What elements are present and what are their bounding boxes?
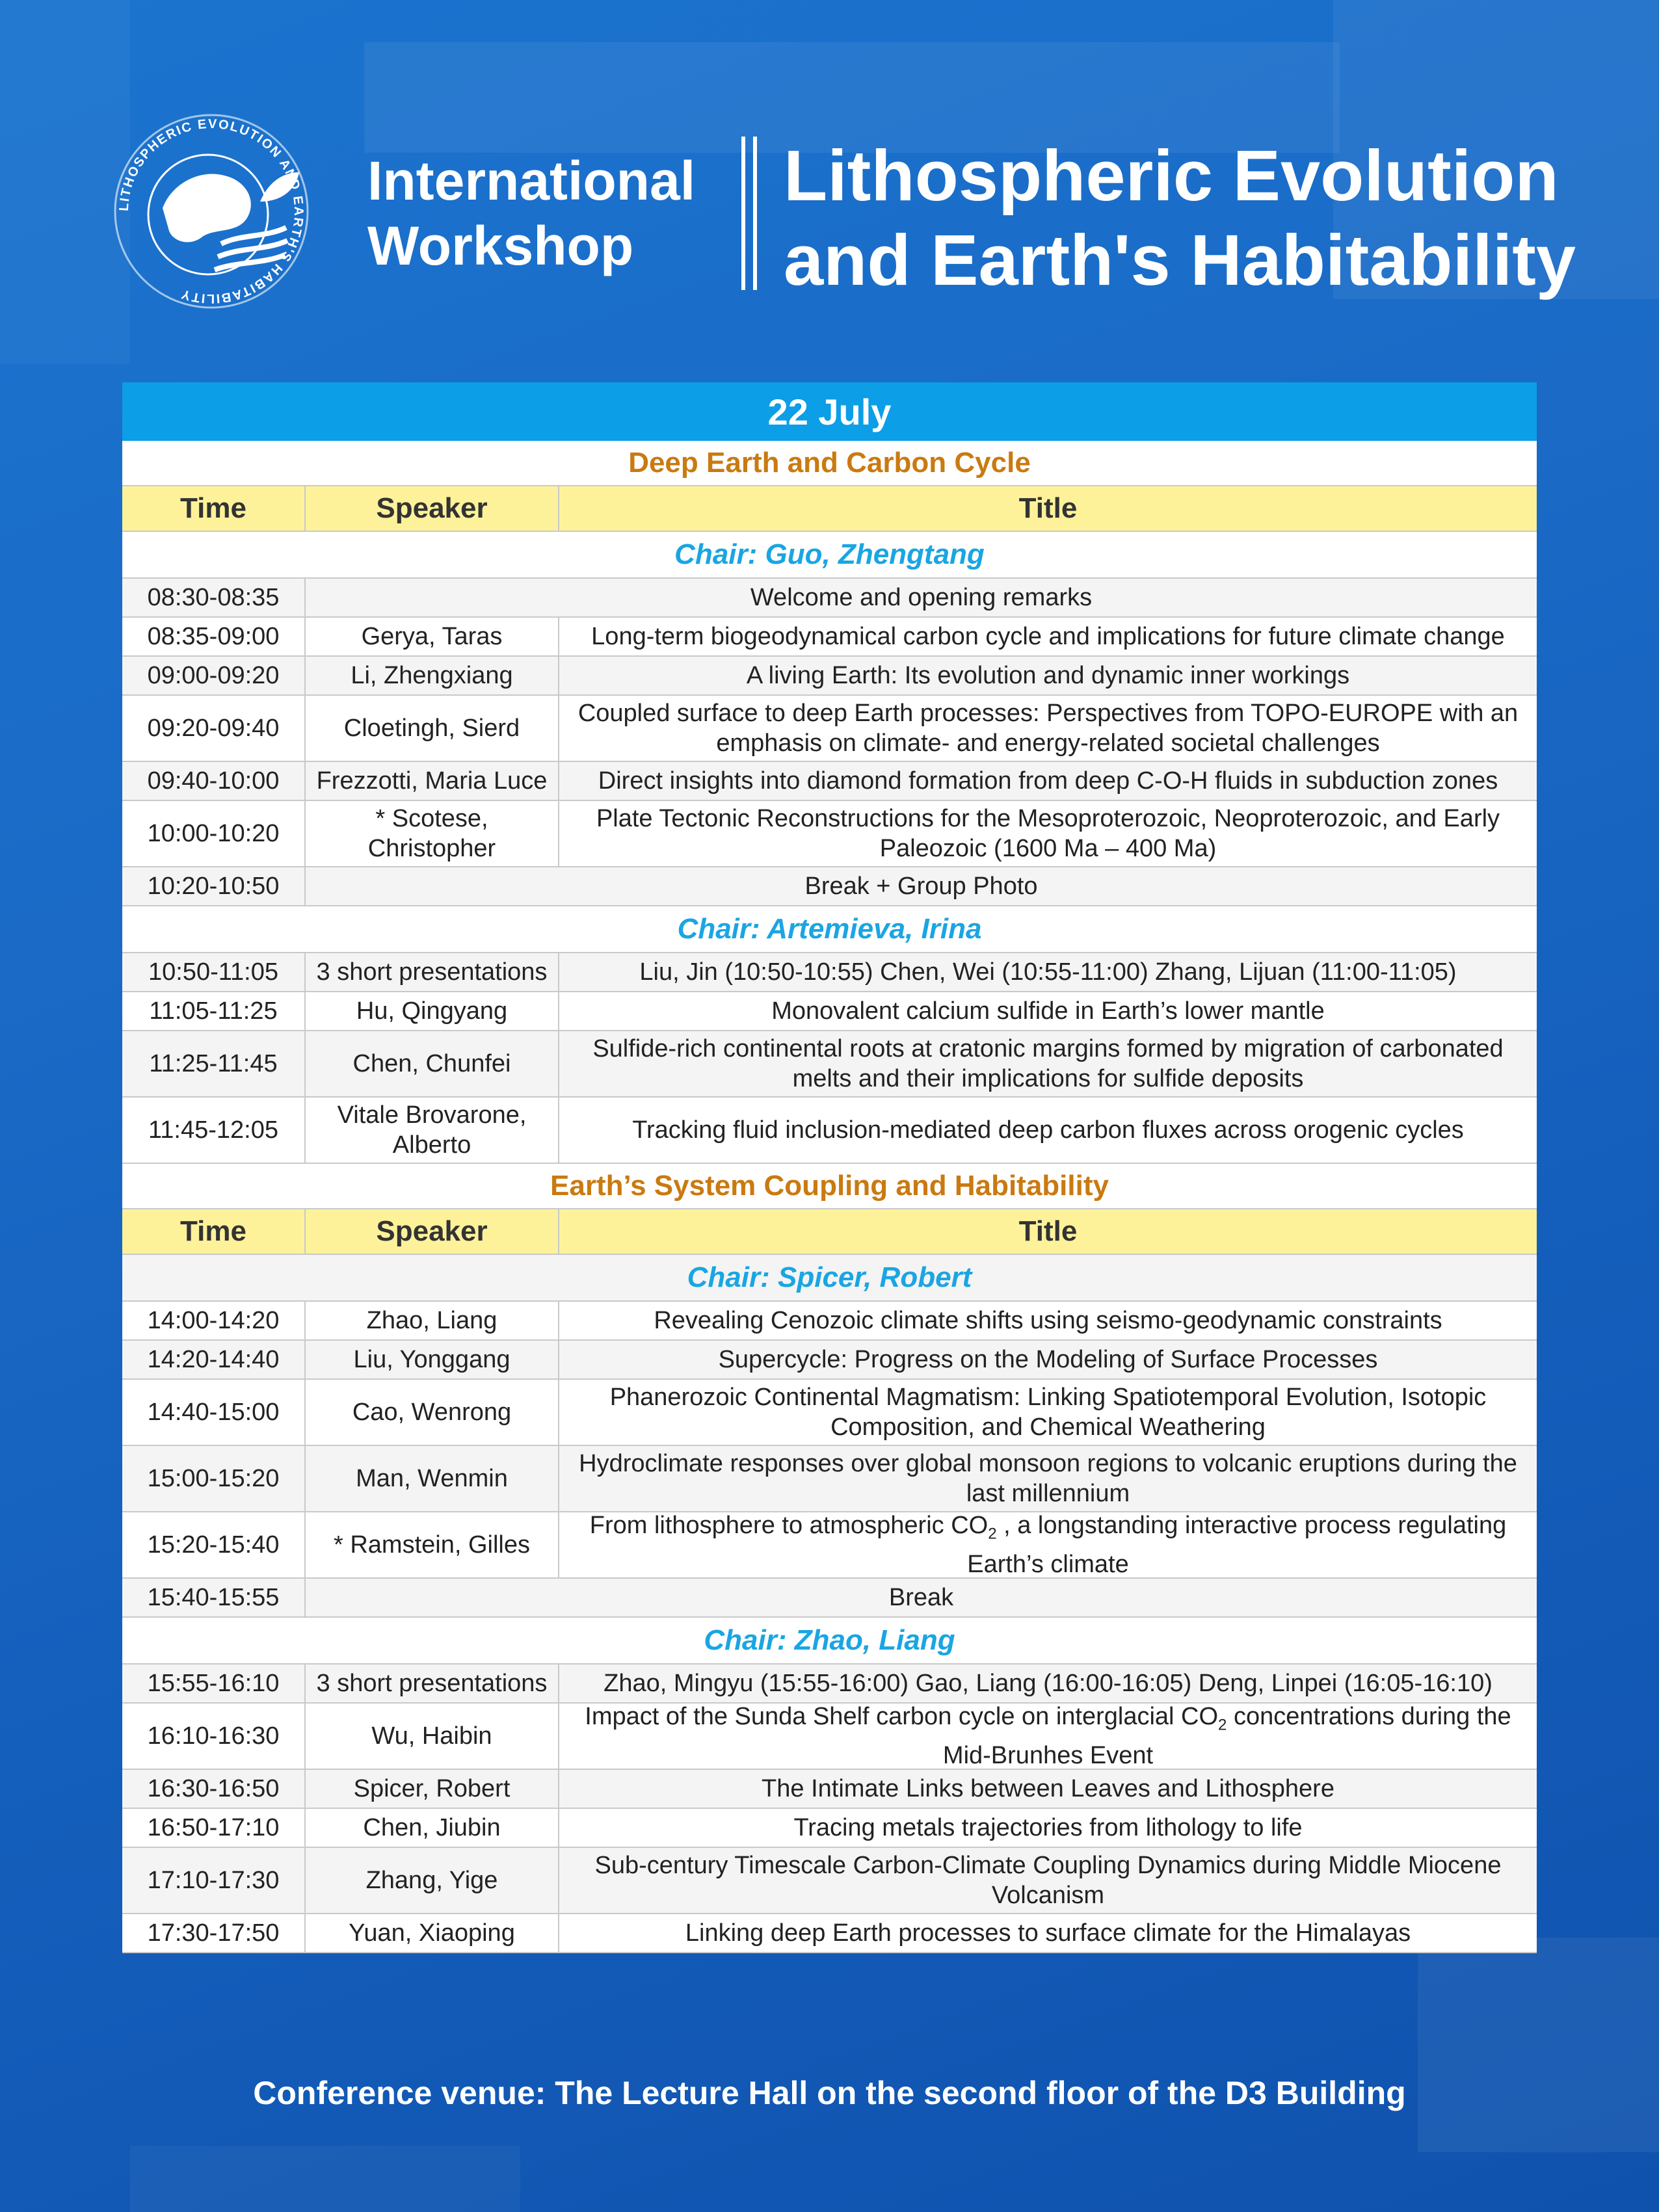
column-header-row [122, 1209, 1537, 1255]
table-row [122, 696, 1537, 762]
talk-title-part: , a longstanding interactive process regulating Earth’s climate [967, 1512, 1507, 1578]
schedule-table [122, 382, 1537, 1953]
workshop-line-2: Workshop [367, 215, 634, 276]
column-header-title: Title [1018, 1215, 1078, 1247]
speaker-name: Liu, Yonggang [306, 1341, 559, 1378]
session-time: 15:40-15:55 [122, 1579, 306, 1616]
speaker-name: Hu, Qingyang [306, 992, 559, 1030]
talk-title-part: From lithosphere to atmospheric CO [589, 1512, 989, 1540]
column-header-time: Time [122, 486, 306, 531]
table-row [122, 1446, 1537, 1512]
talk-title: Monovalent calcium sulfide in Earth’s lower mantle [771, 997, 1325, 1025]
speaker-name: 3 short presentations [306, 953, 559, 991]
speaker-name: Zhang, Yige [306, 1848, 559, 1913]
talk-title: Sub-century Timescale Carbon-Climate Coupling Dynamics during Middle Miocene Volcanism [594, 1852, 1502, 1909]
background-panel [1418, 1938, 1659, 2152]
talk-title-part: concentrations during the Mid-Brunhes Event [942, 1703, 1511, 1769]
session-time: 17:30-17:50 [122, 1914, 306, 1952]
speaker-name: * Ramstein, Gilles [306, 1512, 559, 1577]
talk-title: Revealing Cenozoic climate shifts using seismo-geodynamic constraints [654, 1307, 1442, 1334]
speaker-name: Chen, Chunfei [306, 1031, 559, 1096]
session-time: 14:00-14:20 [122, 1302, 306, 1339]
speaker-name: Man, Wenmin [306, 1446, 559, 1511]
table-row [122, 867, 1537, 906]
table-row [122, 1098, 1537, 1164]
talk-title: Supercycle: Progress on the Modeling of Surface Processes [718, 1346, 1378, 1373]
talk-title: Tracking fluid inclusion-mediated deep carbon fluxes across orogenic cycles [632, 1116, 1464, 1144]
speaker-name: Cloetingh, Sierd [306, 696, 559, 761]
session-event: Break [888, 1584, 954, 1611]
session-time: 08:35-09:00 [122, 618, 306, 655]
speaker-name: Chen, Jiubin [306, 1809, 559, 1847]
table-row [122, 618, 1537, 657]
chair-label: Chair: Artemieva, Irina [122, 906, 1537, 953]
table-row [122, 1579, 1537, 1618]
header [0, 0, 1659, 364]
session-time: 10:20-10:50 [122, 867, 306, 905]
talk-title: Coupled surface to deep Earth processes: Perspectives from TOPO-EUROPE with an emphasis on climate- and energy-related societal challenges [577, 700, 1519, 757]
session-time: 09:00-09:20 [122, 657, 306, 694]
session-title: Deep Earth and Carbon Cycle [122, 441, 1537, 486]
talk-title: Linking deep Earth processes to surface climate for the Himalayas [685, 1919, 1411, 1947]
main-title-line-2: and Earth's Habitability [784, 220, 1576, 300]
column-header-speaker: Speaker [306, 486, 559, 531]
speaker-name: 3 short presentations [306, 1665, 559, 1702]
speaker-name: Gerya, Taras [306, 618, 559, 655]
title-divider [753, 137, 757, 290]
table-row [122, 1770, 1537, 1809]
chair-label: Chair: Spicer, Robert [122, 1255, 1537, 1302]
speaker-name: Li, Zhengxiang [306, 657, 559, 694]
column-header-time: Time [122, 1209, 306, 1254]
subscript: 2 [1218, 1716, 1227, 1734]
chair-label: Chair: Zhao, Liang [122, 1618, 1537, 1665]
session-time: 16:30-16:50 [122, 1770, 306, 1808]
column-header-row [122, 486, 1537, 532]
main-title-line-1: Lithospheric Evolution [784, 136, 1559, 216]
table-row [122, 953, 1537, 992]
talk-title: Phanerozoic Continental Magmatism: Linking Spatiotemporal Evolution, Isotopic Composition, and Chemical Weathering [609, 1384, 1487, 1441]
speaker-name: Spicer, Robert [306, 1770, 559, 1808]
svg-text:LITHOSPHERIC EVOLUTION AND EAR: LITHOSPHERIC EVOLUTION AND EARTH'S HABITABILITY [116, 116, 306, 306]
session-time: 08:30-08:35 [122, 579, 306, 616]
table-row [122, 762, 1537, 801]
session-title: Earth’s System Coupling and Habitability [122, 1164, 1537, 1209]
session-time: 11:25-11:45 [122, 1031, 306, 1096]
table-row [122, 992, 1537, 1031]
table-row [122, 801, 1537, 867]
date-header: 22 July [122, 382, 1537, 441]
session-time: 17:10-17:30 [122, 1848, 306, 1913]
subscript: 2 [988, 1525, 997, 1543]
table-row [122, 1665, 1537, 1704]
speaker-name: Frezzotti, Maria Luce [306, 762, 559, 800]
table-row [122, 1380, 1537, 1446]
conference-venue: Conference venue: The Lecture Hall on the second floor of the D3 Building [253, 2075, 1406, 2111]
talk-title-part: Impact of the Sunda Shelf carbon cycle on interglacial CO [585, 1703, 1219, 1731]
table-row [122, 1031, 1537, 1098]
speaker-name: Wu, Haibin [306, 1704, 559, 1769]
background-panel [130, 2146, 520, 2212]
talk-title [559, 1704, 1537, 1769]
talk-title: Liu, Jin (10:50-10:55) Chen, Wei (10:55-11:00) Zhang, Lijuan (11:00-11:05) [639, 958, 1457, 986]
table-row [122, 657, 1537, 696]
workshop-label [367, 148, 695, 278]
table-row [122, 1914, 1537, 1953]
column-header-title: Title [1018, 492, 1078, 524]
session-time: 15:55-16:10 [122, 1665, 306, 1702]
speaker-name: * Scotese, Christopher [306, 801, 559, 866]
talk-title-text [568, 1702, 1528, 1771]
chair-label: Chair: Guo, Zhengtang [122, 532, 1537, 579]
talk-title: Plate Tectonic Reconstructions for the Mesoproterozoic, Neoproterozoic, and Early Paleozoic (1600 Ma – 400 Ma) [596, 805, 1500, 862]
speaker-name: Zhao, Liang [306, 1302, 559, 1339]
talk-title: A living Earth: Its evolution and dynamic inner workings [746, 662, 1350, 689]
speaker-name: Yuan, Xiaoping [306, 1914, 559, 1952]
talk-title: Direct insights into diamond formation from deep C-O-H fluids in subduction zones [598, 767, 1498, 795]
session-time: 14:20-14:40 [122, 1341, 306, 1378]
session-time: 09:20-09:40 [122, 696, 306, 761]
table-row [122, 1848, 1537, 1914]
session-time: 10:00-10:20 [122, 801, 306, 866]
table-row [122, 1512, 1537, 1579]
column-header-speaker: Speaker [306, 1209, 559, 1254]
speaker-name: Vitale Brovarone, Alberto [306, 1098, 559, 1163]
talk-title: Hydroclimate responses over global monsoon regions to volcanic eruptions during the last millennium [579, 1450, 1517, 1507]
session-time: 16:50-17:10 [122, 1809, 306, 1847]
talk-title [559, 1512, 1537, 1577]
session-time: 16:10-16:30 [122, 1704, 306, 1769]
session-time: 09:40-10:00 [122, 762, 306, 800]
table-row [122, 1704, 1537, 1770]
session-time: 14:40-15:00 [122, 1380, 306, 1445]
session-time: 11:45-12:05 [122, 1098, 306, 1163]
title-divider [741, 137, 745, 290]
table-row [122, 1302, 1537, 1341]
talk-title: Zhao, Mingyu (15:55-16:00) Gao, Liang (16:00-16:05) Deng, Linpei (16:05-16:10) [604, 1670, 1493, 1697]
talk-title: Tracing metals trajectories from lithology to life [793, 1814, 1303, 1841]
session-event: Break + Group Photo [804, 873, 1038, 900]
table-row [122, 1809, 1537, 1848]
main-title [784, 134, 1576, 303]
table-row [122, 1341, 1537, 1380]
speaker-name: Cao, Wenrong [306, 1380, 559, 1445]
session-time: 10:50-11:05 [122, 953, 306, 991]
session-time: 11:05-11:25 [122, 992, 306, 1030]
session-time: 15:20-15:40 [122, 1512, 306, 1577]
session-event: Welcome and opening remarks [750, 584, 1093, 611]
workshop-line-1: International [367, 150, 696, 211]
table-row [122, 579, 1537, 618]
session-time: 15:00-15:20 [122, 1446, 306, 1511]
workshop-logo [111, 111, 312, 312]
talk-title: The Intimate Links between Leaves and Lithosphere [762, 1775, 1334, 1802]
talk-title-text [568, 1510, 1528, 1579]
talk-title: Long-term biogeodynamical carbon cycle and implications for future climate change [591, 623, 1505, 650]
talk-title: Sulfide-rich continental roots at cratonic margins formed by migration of carbonated melts and their implications for sulfide deposits [592, 1035, 1504, 1092]
